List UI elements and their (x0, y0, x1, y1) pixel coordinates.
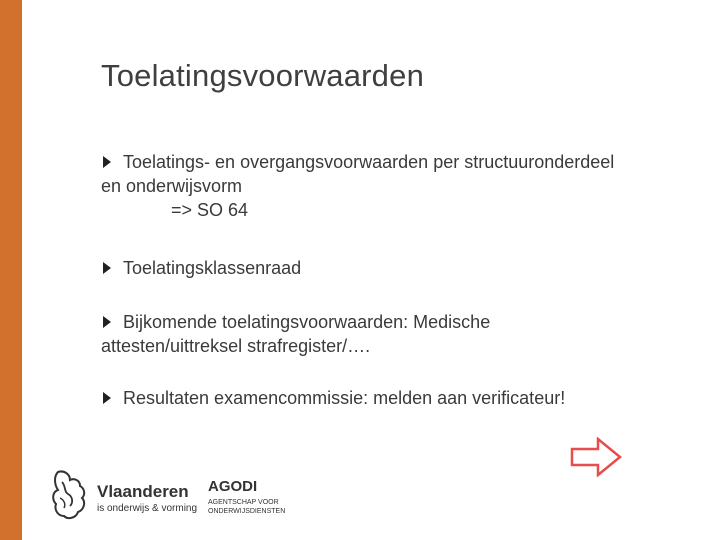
bullet-3-line-1: Bijkomende toelatingsvoorwaarden: Medische (123, 312, 491, 332)
right-arrow-outline-icon (568, 437, 624, 477)
bullet-4-line-1: Resultaten examencommissie: melden aan verificateur! (123, 388, 566, 408)
footer-logos (50, 466, 310, 526)
bullet-arrow-icon (103, 316, 111, 328)
bullet-arrow-icon (103, 156, 111, 168)
agodi-name: AGODI (208, 478, 258, 495)
bullet-1-line-2: en onderwijsvorm (101, 176, 243, 196)
vlaanderen-tagline: is onderwijs & vorming (97, 503, 198, 514)
bullet-2-line-1: Toelatingsklassenraad (123, 258, 302, 278)
bullet-item-1 (101, 150, 614, 222)
agodi-subtitle: AGENTSCHAP VOOR ONDERWIJSDIENSTEN (208, 499, 286, 515)
bullet-arrow-icon (103, 392, 111, 404)
bullet-1-line-1: Toelatings- en overgangsvoorwaarden per structuuronderdeel (123, 152, 615, 172)
vlaanderen-name: Vlaanderen (97, 482, 189, 501)
vlaanderen-lion-logo (50, 468, 90, 524)
bullet-item-3 (101, 310, 490, 358)
bullet-item-2 (101, 256, 301, 280)
bullet-1-line-3: => SO 64 (171, 200, 249, 220)
accent-side-bar (0, 0, 22, 540)
bullet-3-line-2: attesten/uittreksel strafregister/…. (101, 336, 371, 356)
slide-title: Toelatingsvoorwaarden (101, 58, 425, 93)
bullet-item-4 (101, 386, 565, 410)
bullet-arrow-icon (103, 262, 111, 274)
